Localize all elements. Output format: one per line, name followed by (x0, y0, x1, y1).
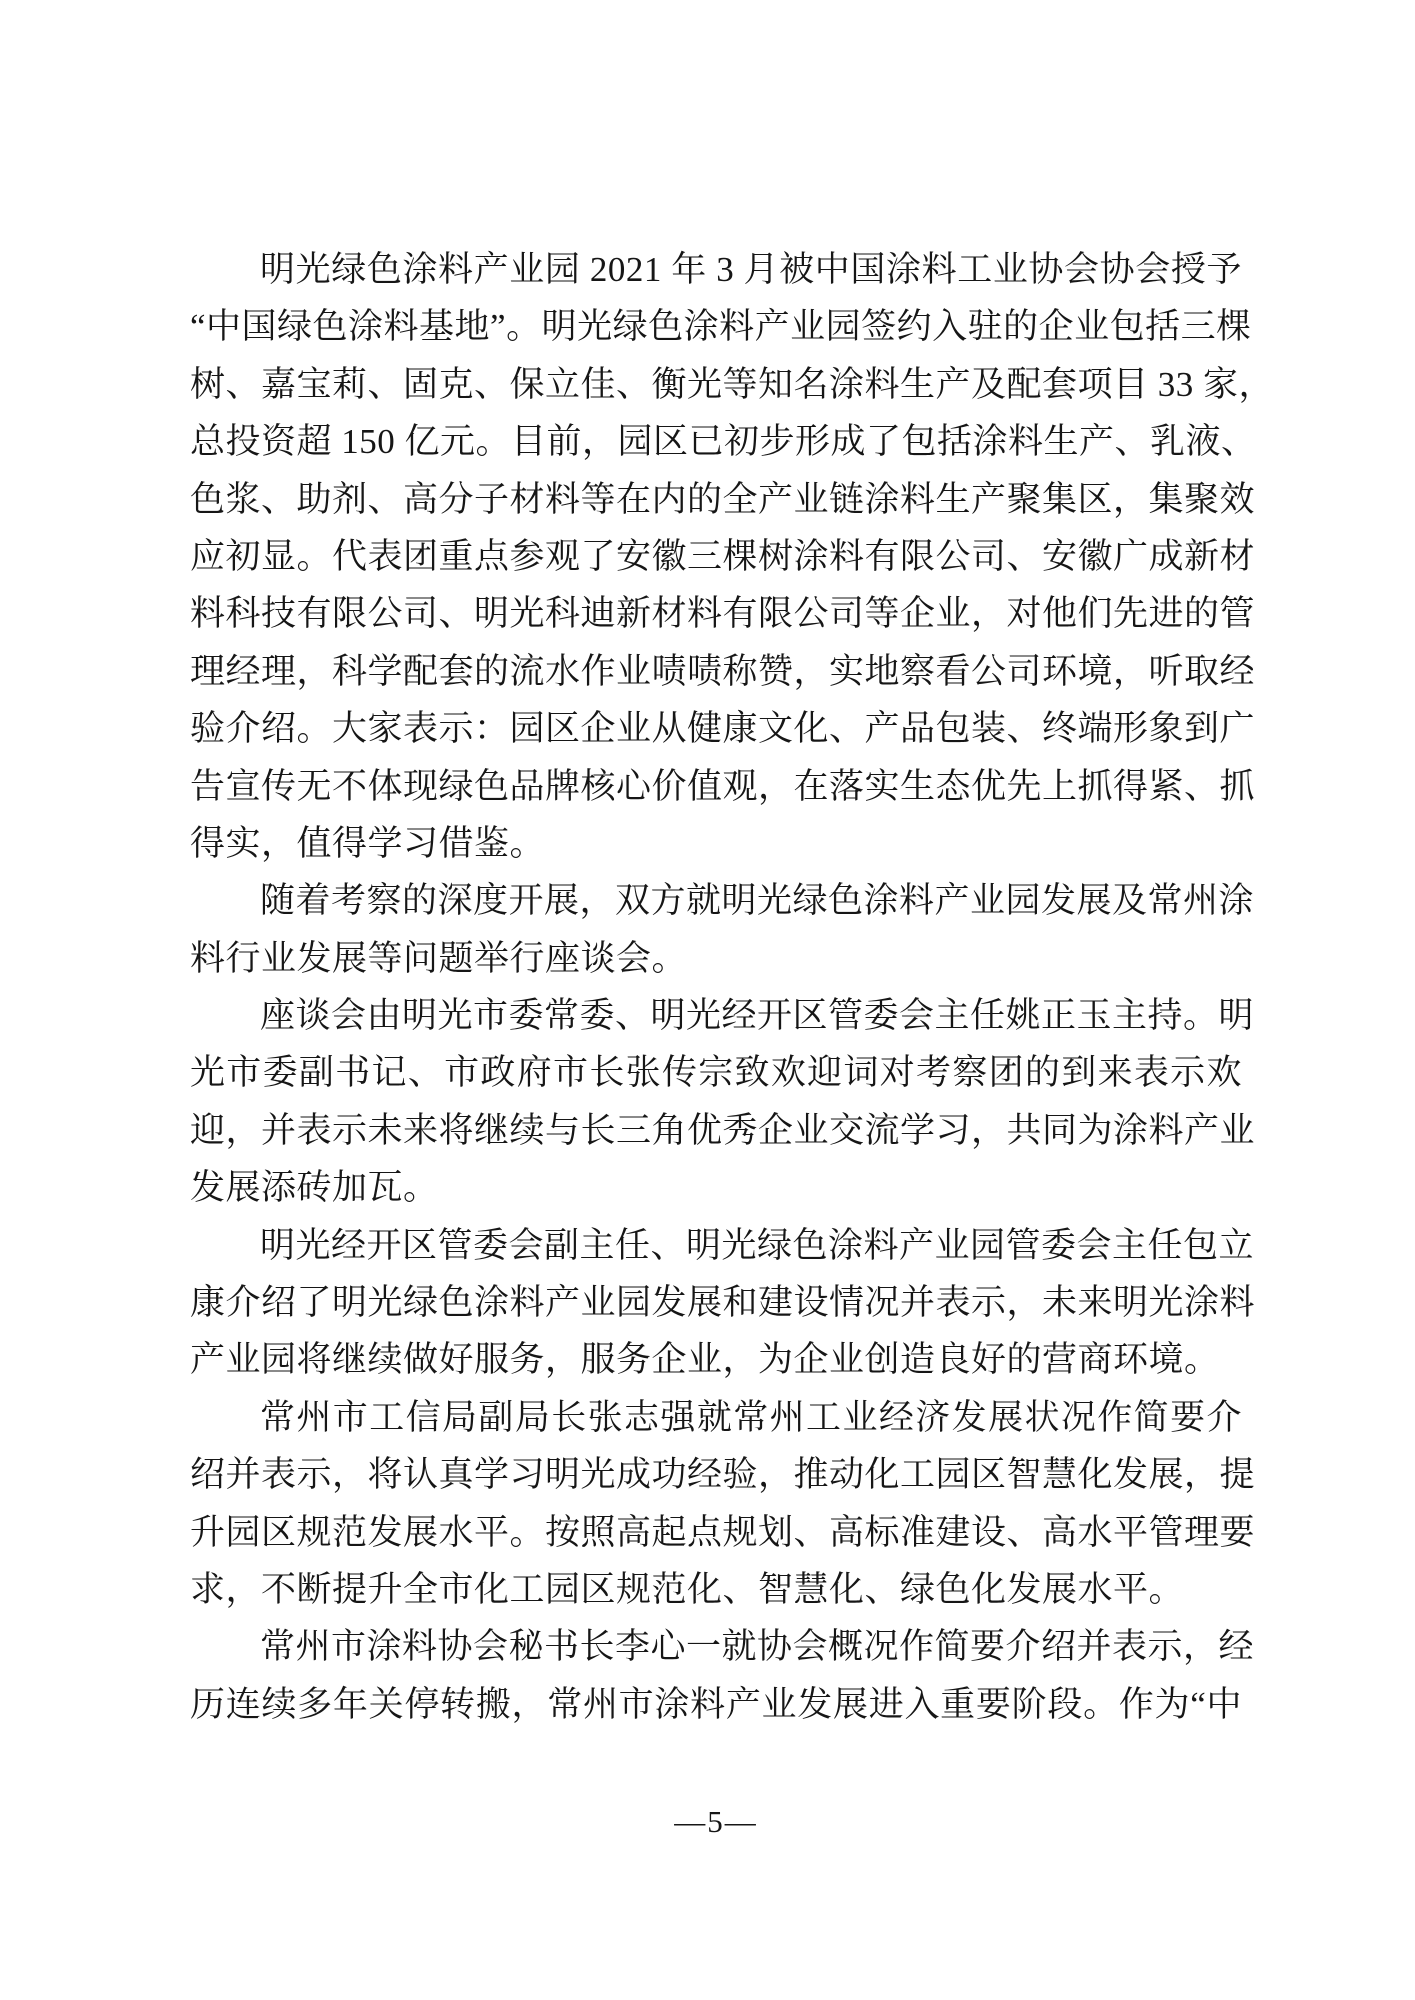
text-line: 历连续多年关停转搬，常州市涂料产业发展进入重要阶段。作为“中 (190, 1684, 1242, 1724)
document-body (190, 241, 1275, 1733)
text-line: 升园区规范发展水平。按照高起点规划、高标准建设、高水平管理要 (190, 1512, 1256, 1552)
text-line: 发展添砖加瓦。 (190, 1168, 439, 1208)
text-line: 料行业发展等问题举行座谈会。 (190, 938, 688, 978)
text-line: 树、嘉宝莉、固克、保立佳、衡光等知名涂料生产及配套项目 33 家， (190, 364, 1275, 404)
text-line: “中国绿色涂料基地”。明光绿色涂料产业园签约入驻的企业包括三棵 (190, 307, 1252, 347)
text-line: 常州市涂料协会秘书长李心一就协会概况作简要介绍并表示，经 (260, 1627, 1255, 1667)
text-line: 总投资超 150 亿元。目前，园区已初步形成了包括涂料生产、乳液、 (190, 422, 1257, 462)
text-line: 座谈会由明光市委常委、明光经开区管委会主任姚正玉主持。明 (260, 996, 1255, 1036)
text-line: 明光绿色涂料产业园 2021 年 3 月被中国涂料工业协会协会授予 (260, 250, 1242, 289)
text-line: 光市委副书记、市政府市长张传宗致欢迎词对考察团的到来表示欢 (190, 1053, 1242, 1093)
text-line: 产业园将继续做好服务，服务企业，为企业创造良好的营商环境。 (190, 1340, 1220, 1380)
text-line: 验介绍。大家表示：园区企业从健康文化、产品包装、终端形象到广 (190, 709, 1256, 749)
text-line: 随着考察的深度开展，双方就明光绿色涂料产业园发展及常州涂 (260, 881, 1255, 921)
text-line: 常州市工信局副局长张志强就常州工业经济发展状况作简要介 (260, 1397, 1242, 1437)
text-line: 得实，值得学习借鉴。 (190, 823, 546, 863)
text-line: 迎，并表示未来将继续与长三角优秀企业交流学习，共同为涂料产业 (190, 1110, 1256, 1150)
text-line: 色浆、助剂、高分子材料等在内的全产业链涂料生产聚集区，集聚效 (190, 479, 1256, 519)
page-number: —5— (674, 1804, 758, 1839)
text-line: 应初显。代表团重点参观了安徽三棵树涂料有限公司、安徽广成新材 (190, 536, 1256, 576)
text-line: 康介绍了明光绿色涂料产业园发展和建设情况并表示，未来明光涂料 (190, 1283, 1256, 1323)
text-line: 理经理，科学配套的流水作业啧啧称赞，实地察看公司环境，听取经 (190, 651, 1256, 691)
text-line: 求，不断提升全市化工园区规范化、智慧化、绿色化发展水平。 (190, 1569, 1185, 1609)
text-line: 明光经开区管委会副主任、明光绿色涂料产业园管委会主任包立 (260, 1225, 1255, 1265)
text-line: 告宣传无不体现绿色品牌核心价值观，在落实生态优先上抓得紧、抓 (190, 766, 1256, 806)
text-line: 绍并表示，将认真学习明光成功经验，推动化工园区智慧化发展，提 (190, 1455, 1256, 1495)
text-line: 料科技有限公司、明光科迪新材料有限公司等企业，对他们先进的管 (190, 594, 1256, 634)
